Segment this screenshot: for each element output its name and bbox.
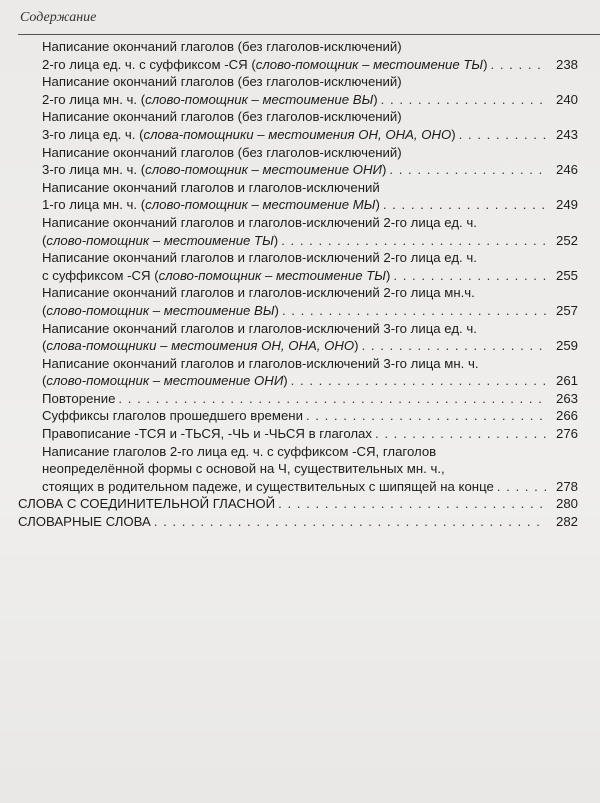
- toc-entry-text: Суффиксы глаголов прошедшего времени: [42, 408, 303, 424]
- toc-entry: [18, 38, 578, 73]
- page-header: [18, 6, 600, 28]
- toc-entry-line: Написание окончаний глаголов и глаголов-исключений 3-го лица ед. ч.: [42, 320, 477, 336]
- toc-entry-last-line: [42, 126, 578, 144]
- header-rule: [18, 34, 600, 35]
- toc-entry-text: Повторение: [42, 390, 116, 406]
- page-number: 243: [555, 126, 578, 142]
- toc-entry-title: [42, 390, 115, 408]
- toc-entry-title: [42, 407, 303, 425]
- page-number: 263: [555, 390, 578, 406]
- toc-entry-text-closing: ): [381, 162, 387, 178]
- toc-entry-title: [42, 478, 494, 496]
- toc-entry-italic-text: слово-помощник – местоимение ОНИ: [145, 162, 382, 178]
- toc-entry-title: [42, 161, 386, 179]
- leader-dots: [383, 196, 546, 214]
- toc-entry-italic-text: слово-помощник – местоимение ВЫ: [145, 91, 374, 107]
- toc-entry-last-line: [42, 196, 578, 214]
- page-number: 238: [555, 56, 578, 72]
- page-number: 255: [555, 267, 578, 283]
- toc-entry-text: Правописание -ТСЯ и -ТЬСЯ, -ЧЬ и -ЧЬСЯ в глаголах: [42, 426, 372, 442]
- leader-dots: [154, 513, 546, 531]
- toc-entry-title: [42, 372, 288, 390]
- leader-dots: [118, 390, 546, 408]
- toc-entry-title: [42, 425, 372, 443]
- toc-entry-text-closing: ): [373, 91, 378, 107]
- toc-entry-line: Написание окончаний глаголов и глаголов-исключений 2-го лица ед. ч.: [42, 250, 477, 266]
- toc-entry-text: 2-го лица ед. ч. с суффиксом -СЯ (: [42, 56, 256, 72]
- toc-entry-last-line: [42, 232, 578, 250]
- leader-dots: [393, 267, 546, 285]
- toc-entry-text: 3-го лица ед. ч. (: [42, 126, 144, 142]
- leader-dots: [278, 495, 546, 513]
- page-number: 259: [555, 338, 578, 354]
- toc-entry-line: Написание окончаний глаголов (без глаголов-исключений): [42, 144, 402, 160]
- page-number: 261: [555, 373, 578, 389]
- toc-entry: [18, 513, 578, 531]
- page-number: 282: [555, 514, 578, 530]
- toc-entry-last-line: [42, 407, 578, 425]
- toc-entry-italic-text: слова-помощники – местоимения ОН, ОНА, ОНО: [143, 126, 452, 142]
- leader-dots: [281, 232, 546, 250]
- toc-entry-last-line: [42, 91, 578, 109]
- toc-entry-line: Написание окончаний глаголов (без глаголов-исключений): [42, 39, 402, 54]
- toc-entry: [18, 355, 578, 390]
- toc-entry-text-closing: ): [273, 232, 279, 248]
- toc-entry-text-closing: ): [385, 267, 391, 283]
- leader-dots: [362, 337, 546, 355]
- toc-entry-last-line: [42, 267, 578, 285]
- toc-entry-line: Написание окончаний глаголов (без глаголов-исключений): [42, 109, 402, 125]
- toc-entry-title: [42, 337, 359, 355]
- toc-entry-text: 1-го лица мн. ч. (: [42, 197, 146, 213]
- toc-entry: [18, 179, 578, 214]
- page-number: 280: [555, 496, 578, 512]
- table-of-contents: [18, 38, 578, 531]
- toc-entry: [18, 407, 578, 425]
- page-number: 257: [555, 302, 578, 318]
- toc-entry-title: [42, 196, 380, 214]
- leader-dots: [389, 161, 546, 179]
- toc-entry-text-closing: ): [354, 338, 359, 354]
- toc-entry-italic-text: слово-помощник – местоимение ТЫ: [158, 267, 386, 283]
- page-number: 266: [555, 408, 578, 424]
- leader-dots: [306, 407, 546, 425]
- running-head-title: Содержание: [20, 10, 97, 25]
- toc-entry-title: [42, 126, 456, 144]
- page-number: 252: [555, 232, 578, 248]
- toc-entry: [18, 214, 578, 249]
- toc-entry-text-closing: ): [451, 126, 456, 142]
- toc-entry-last-line: [42, 302, 578, 320]
- toc-entry: [18, 284, 578, 319]
- toc-entry-last-line: [42, 390, 578, 408]
- toc-entry-line: Написание окончаний глаголов (без глаголов-исключений): [42, 74, 402, 90]
- page-number: 249: [555, 197, 578, 213]
- page-number: 278: [555, 478, 578, 494]
- leader-dots: [459, 126, 546, 144]
- leader-dots: [491, 56, 546, 74]
- toc-entry-title: [42, 302, 279, 320]
- toc-entry: [18, 320, 578, 355]
- toc-entry: [18, 73, 578, 108]
- toc-entry-title: [18, 513, 151, 531]
- leader-dots: [282, 302, 546, 320]
- leader-dots: [497, 478, 546, 496]
- toc-entry-title: [18, 495, 275, 513]
- toc-entry-text-closing: ): [483, 56, 488, 72]
- toc-entry-line: Написание глаголов 2-го лица ед. ч. с суффиксом -СЯ, глаголов: [42, 443, 437, 459]
- toc-entry-line: Написание окончаний глаголов и глаголов-исключений: [42, 179, 380, 195]
- toc-entry: [18, 390, 578, 408]
- toc-entry-text: СЛОВА С СОЕДИНИТЕЛЬНОЙ ГЛАСНОЙ: [18, 496, 276, 512]
- toc-entry-line: Написание окончаний глаголов и глаголов-исключений 3-го лица мн. ч.: [42, 355, 479, 371]
- toc-entry-text: 3-го лица мн. ч. (: [42, 162, 146, 178]
- toc-entry-last-line: [42, 337, 578, 355]
- toc-entry-italic-text: слова-помощники – местоимения ОН, ОНА, ОНО: [46, 338, 355, 354]
- leader-dots: [375, 425, 546, 443]
- toc-entry-italic-text: слово-помощник – местоимение ВЫ: [46, 302, 275, 318]
- toc-entry-text-closing: ): [283, 373, 288, 389]
- toc-entry-text: 2-го лица мн. ч. (: [42, 91, 146, 107]
- toc-entry-text: (: [42, 338, 47, 354]
- toc-entry-title: [42, 56, 488, 74]
- toc-entry-text-closing: ): [274, 302, 279, 318]
- page-number: 276: [555, 426, 578, 442]
- toc-entry-line: Написание окончаний глаголов и глаголов-исключений 2-го лица мн.ч.: [42, 285, 475, 301]
- toc-entry-text: (: [42, 302, 47, 318]
- toc-entry: [18, 108, 578, 143]
- leader-dots: [381, 91, 546, 109]
- toc-entry-text: СЛОВАРНЫЕ СЛОВА: [18, 514, 151, 530]
- toc-entry-last-line: [42, 425, 578, 443]
- toc-entry-last-line: [18, 495, 578, 513]
- toc-entry: [18, 249, 578, 284]
- toc-entry-last-line: [18, 513, 578, 531]
- toc-entry-last-line: [42, 478, 578, 496]
- toc-entry-text: (: [42, 373, 47, 389]
- toc-entry-text: стоящих в родительном падеже, и существительных с шипящей на конце: [42, 478, 494, 494]
- toc-entry-text: (: [42, 232, 47, 248]
- toc-entry-title: [42, 232, 278, 250]
- toc-entry-italic-text: слово-помощник – местоимение МЫ: [145, 197, 376, 213]
- toc-entry-text: с суффиксом -СЯ (: [42, 267, 159, 283]
- toc-entry: [18, 144, 578, 179]
- toc-entry-italic-text: слово-помощник – местоимение ТЫ: [46, 232, 274, 248]
- toc-entry: [18, 495, 578, 513]
- toc-entry-italic-text: слово-помощник – местоимение ОНИ: [46, 373, 284, 389]
- toc-entry-line: неопределённой формы с основой на Ч, существительных мн. ч.,: [42, 461, 445, 477]
- toc-entry-text-closing: ): [375, 197, 380, 213]
- page-number: 246: [555, 162, 578, 178]
- toc-entry-last-line: [42, 372, 578, 390]
- toc-entry-italic-text: слово-помощник – местоимение ТЫ: [255, 56, 484, 72]
- toc-entry: [18, 443, 578, 496]
- toc-entry-title: [42, 91, 378, 109]
- toc-entry: [18, 425, 578, 443]
- toc-entry-last-line: [42, 56, 578, 74]
- leader-dots: [291, 372, 546, 390]
- toc-entry-line: Написание окончаний глаголов и глаголов-исключений 2-го лица ед. ч.: [42, 214, 477, 230]
- toc-entry-title: [42, 267, 390, 285]
- page-number: 240: [555, 91, 578, 107]
- toc-entry-last-line: [42, 161, 578, 179]
